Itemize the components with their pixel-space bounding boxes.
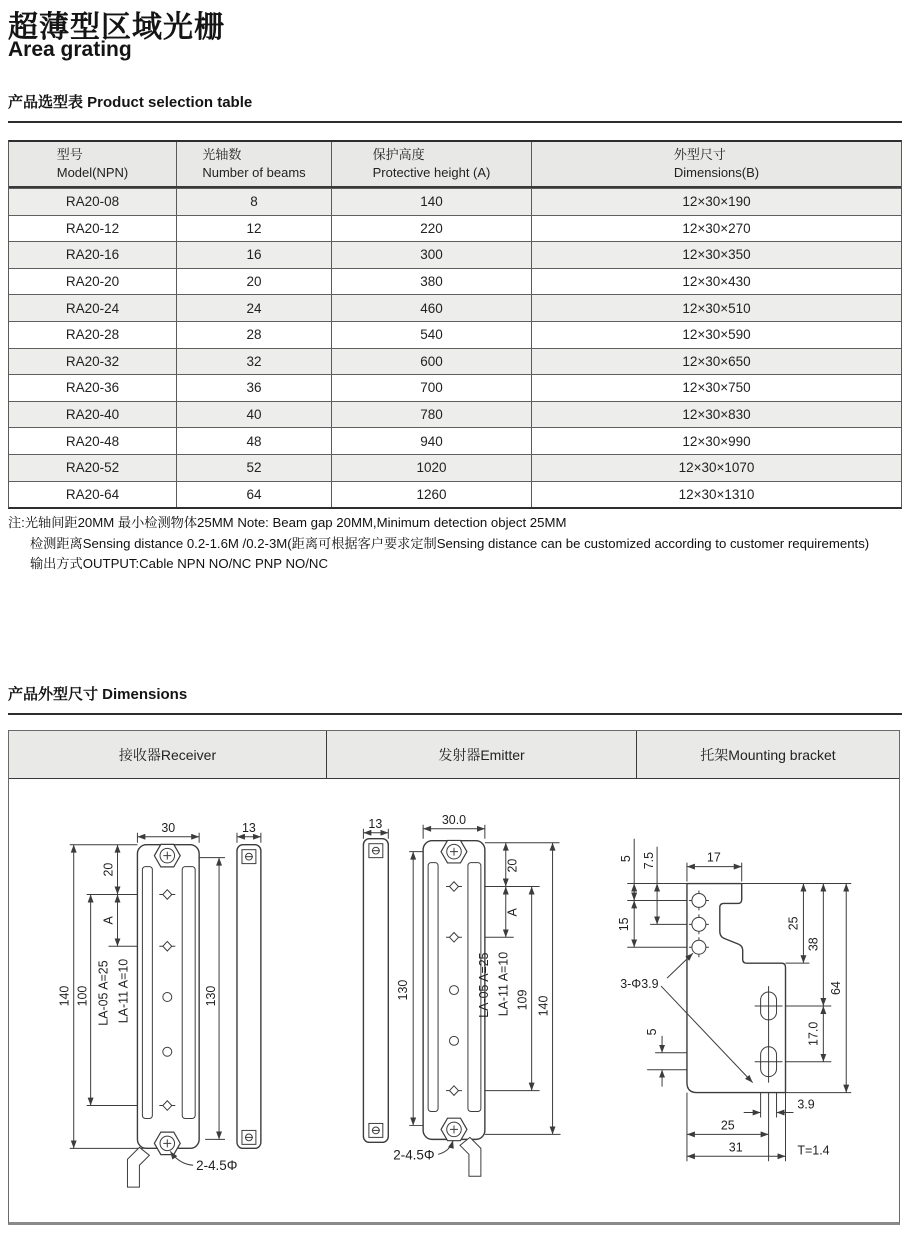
panel-header-emitter: 发射器Emitter bbox=[326, 731, 636, 778]
cell-model: RA20-16 bbox=[65, 247, 120, 263]
dim-label: 20 bbox=[101, 862, 116, 877]
table-row bbox=[9, 481, 901, 508]
dim-label: 25 bbox=[786, 916, 801, 931]
dim-label: 140 bbox=[57, 985, 72, 1007]
cell-dims: 12×30×510 bbox=[531, 295, 901, 321]
cell-height: 1260 bbox=[331, 482, 531, 508]
note-line: 输出方式OUTPUT:Cable NPN NO/NC PNP NO/NC bbox=[30, 556, 328, 571]
dim-label: A bbox=[505, 908, 520, 917]
cell-height: 140 bbox=[331, 189, 531, 215]
table-row bbox=[9, 294, 901, 321]
cell-height: 300 bbox=[331, 242, 531, 268]
dim-label: A bbox=[101, 916, 116, 925]
column-header-beams: 光轴数 Number of beams bbox=[176, 142, 331, 186]
table-row bbox=[9, 427, 901, 454]
cell-height: 540 bbox=[331, 322, 531, 348]
dim-label: 109 bbox=[515, 989, 530, 1011]
page-title: 超薄型区域光栅 bbox=[8, 11, 225, 44]
cell-beams: 36 bbox=[176, 375, 331, 401]
table-body bbox=[9, 188, 901, 507]
cell-beams: 8 bbox=[176, 189, 331, 215]
cell-beams: 40 bbox=[176, 402, 331, 428]
cell-dims: 12×30×1310 bbox=[531, 482, 901, 508]
table-row bbox=[9, 241, 901, 268]
dim-label: 13 bbox=[368, 816, 383, 831]
cell-dims: 12×30×350 bbox=[531, 242, 901, 268]
cell-beams: 20 bbox=[176, 269, 331, 295]
cell-beams: 28 bbox=[176, 322, 331, 348]
table-row bbox=[9, 321, 901, 348]
cell-model: RA20-48 bbox=[65, 433, 120, 449]
dim-label: 100 bbox=[75, 985, 90, 1007]
table-row bbox=[9, 268, 901, 295]
dim-label: LA-05 A=25 bbox=[476, 952, 491, 1018]
cell-height: 600 bbox=[331, 349, 531, 375]
cell-beams: 64 bbox=[176, 482, 331, 508]
cell-dims: 12×30×190 bbox=[531, 189, 901, 215]
table-row bbox=[9, 188, 901, 215]
table-row bbox=[9, 401, 901, 428]
cell-beams: 48 bbox=[176, 428, 331, 454]
dim-label: LA-11 A=10 bbox=[116, 958, 131, 1024]
cell-dims: 12×30×830 bbox=[531, 402, 901, 428]
cell-dims: 12×30×650 bbox=[531, 349, 901, 375]
cell-model: RA20-28 bbox=[65, 327, 120, 343]
cell-model: RA20-64 bbox=[65, 486, 120, 502]
cell-beams: 16 bbox=[176, 242, 331, 268]
dim-label: 38 bbox=[806, 937, 821, 952]
column-header-dimensions: 外型尺寸 Dimensions(B) bbox=[531, 142, 901, 186]
cell-dims: 12×30×1070 bbox=[531, 455, 901, 481]
column-header-model: 型号 Model(NPN) bbox=[56, 146, 129, 180]
cell-height: 700 bbox=[331, 375, 531, 401]
dim-label: T=1.4 bbox=[797, 1143, 830, 1158]
cell-model: RA20-12 bbox=[65, 220, 120, 236]
cell-dims: 12×30×750 bbox=[531, 375, 901, 401]
bracket-drawing bbox=[617, 839, 851, 1162]
dim-label: 130 bbox=[396, 979, 411, 1001]
cell-dims: 12×30×270 bbox=[531, 216, 901, 242]
table-row bbox=[9, 348, 901, 375]
dim-label: 17 bbox=[706, 850, 721, 865]
technical-drawing bbox=[9, 779, 899, 1223]
cell-model: RA20-36 bbox=[65, 380, 120, 396]
cell-model: RA20-52 bbox=[65, 460, 120, 476]
cell-height: 1020 bbox=[331, 455, 531, 481]
emitter-drawing bbox=[363, 813, 560, 1176]
cell-model: RA20-24 bbox=[65, 300, 120, 316]
dimensions-header-row bbox=[9, 731, 899, 779]
product-selection-table bbox=[8, 140, 902, 509]
receiver-drawing bbox=[58, 821, 261, 1187]
dim-label: 20 bbox=[505, 858, 520, 873]
dim-label: 7.5 bbox=[642, 851, 657, 870]
cell-model: RA20-20 bbox=[65, 274, 120, 290]
dim-label: LA-05 A=25 bbox=[96, 960, 111, 1026]
table-row bbox=[9, 454, 901, 481]
dim-label: 3.9 bbox=[797, 1097, 815, 1112]
cell-model: RA20-40 bbox=[65, 407, 120, 423]
cell-beams: 24 bbox=[176, 295, 331, 321]
dim-label: 17.0 bbox=[806, 1021, 821, 1046]
cell-height: 780 bbox=[331, 402, 531, 428]
table-header-row bbox=[9, 142, 901, 188]
cell-height: 220 bbox=[331, 216, 531, 242]
column-header-height: 保护高度 Protective height (A) bbox=[331, 142, 531, 186]
dim-label: 30.0 bbox=[441, 812, 467, 827]
dim-label: 2-4.5Φ bbox=[196, 1158, 238, 1174]
table-row bbox=[9, 374, 901, 401]
cell-beams: 12 bbox=[176, 216, 331, 242]
dim-label: LA-11 A=10 bbox=[496, 951, 511, 1017]
cell-dims: 12×30×430 bbox=[531, 269, 901, 295]
dim-label: 30 bbox=[161, 820, 176, 835]
cell-model: RA20-32 bbox=[65, 353, 120, 369]
section-title-dimensions: 产品外型尺寸 Dimensions bbox=[8, 683, 902, 715]
dim-label: 31 bbox=[728, 1140, 743, 1155]
cell-dims: 12×30×590 bbox=[531, 322, 901, 348]
cell-height: 940 bbox=[331, 428, 531, 454]
cell-model: RA20-08 bbox=[65, 194, 120, 210]
cell-dims: 12×30×990 bbox=[531, 428, 901, 454]
dimensions-panel bbox=[8, 730, 900, 1225]
panel-header-receiver: 接收器Receiver bbox=[118, 746, 217, 763]
dim-label: 15 bbox=[617, 917, 632, 932]
panel-header-bracket: 托架Mounting bracket bbox=[636, 731, 899, 778]
dim-label: 5 bbox=[645, 1028, 660, 1036]
dim-label: 140 bbox=[536, 995, 551, 1017]
dim-label: 25 bbox=[720, 1118, 735, 1133]
dim-label: 13 bbox=[242, 820, 256, 835]
table-notes bbox=[8, 513, 902, 575]
dim-label: 130 bbox=[204, 985, 219, 1007]
dim-label: 2-4.5Φ bbox=[393, 1147, 435, 1163]
page-subtitle: Area grating bbox=[8, 38, 132, 61]
note-line: 检测距离Sensing distance 0.2-1.6M /0.2-3M(距离可根据客户要求定制Sensing distance can be customized according to customer requirements) bbox=[30, 535, 870, 551]
section-title-selection: 产品选型表 Product selection table bbox=[8, 91, 902, 123]
table-row bbox=[9, 215, 901, 242]
dim-label: 64 bbox=[829, 981, 844, 995]
cell-beams: 32 bbox=[176, 349, 331, 375]
cell-beams: 52 bbox=[176, 455, 331, 481]
note-line: 注:光轴间距20MM 最小检测物体25MM Note: Beam gap 20MM,Minimum detection object 25MM bbox=[8, 515, 567, 530]
dim-label: 5 bbox=[619, 855, 634, 863]
dim-label: 3-Φ3.9 bbox=[620, 977, 659, 992]
cell-height: 460 bbox=[331, 295, 531, 321]
cell-height: 380 bbox=[331, 269, 531, 295]
